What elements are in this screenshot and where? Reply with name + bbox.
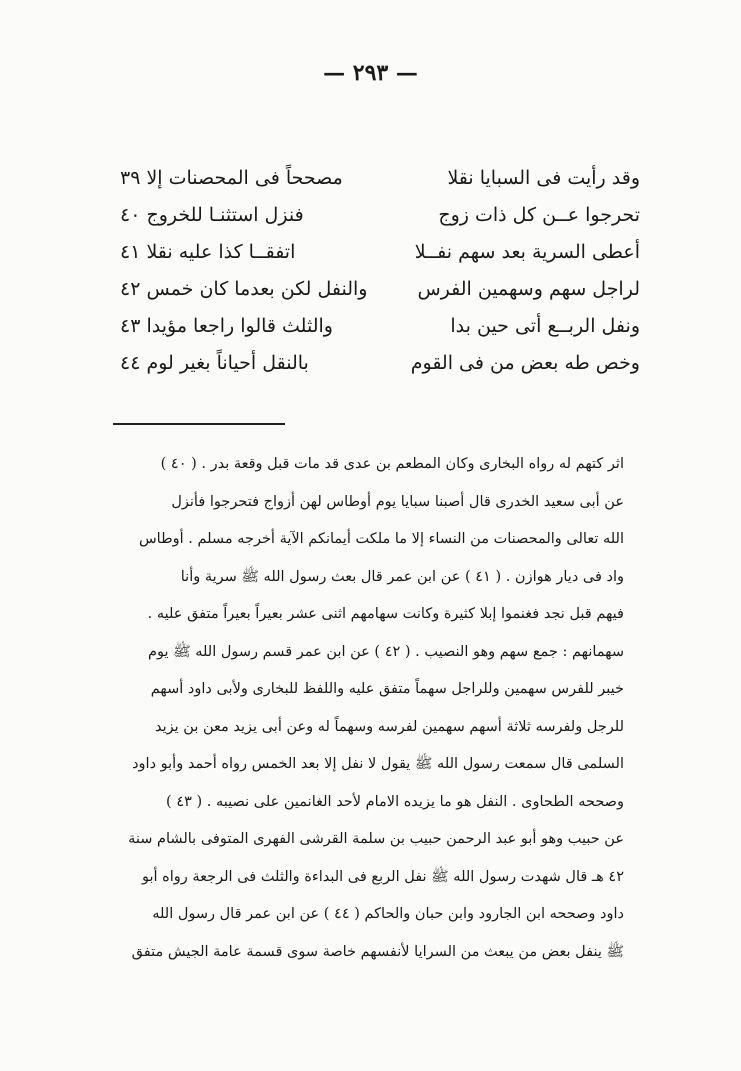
footnote-line: واد فى ديار هوازن . ( ٤١ ) عن ابن عمر قال بعث رسول الله ﷺ سرية وأنا [180,568,624,585]
verse-second-hemistich: اتفقــا كذا عليه نقلا ٤١ [120,241,296,263]
footnote-line: خيبر للفرس سهمين وللراجل سهماً متفق عليه واللفظ للبخارى ولأبى داود أسهم [150,681,624,697]
footnotes [104,446,624,971]
verse-44 [120,345,640,382]
footnote-line: عن أبى سعيد الخدرى قال أصبنا سبايا يوم أوطاس لهن أزواج فتحرجوا فأنزل [171,493,624,510]
footnote-line: داود وصححه ابن الجارود وابن حبان والحاكم ( ٤٤ ) عن ابن عمر قال رسول الله [152,906,624,922]
verse-first-hemistich: وقد رأيت فى السبايا نقلا [447,167,640,189]
verse-first-hemistich: لراجل سهم وسهمين الفرس [417,278,640,300]
verse-40 [120,197,640,234]
verse-39 [120,160,640,197]
footnote-line: السلمى قال سمعت رسول الله ﷺ يقول لا نفل إلا بعد الخمس رواه أحمد وأبو داود [132,756,624,772]
verse-43 [120,308,640,345]
footnote-divider [113,423,285,425]
verse-first-hemistich: وخص طه بعض من فى القوم [410,352,640,374]
footnote-line: عن حبيب وهو أبو عبد الرحمن حبيب بن سلمة القرشى الفهرى المتوفى بالشام سنة [128,831,624,847]
page-number: — ٢٩٣ — [323,60,418,86]
verse-second-hemistich: والثلث قالوا راجعا مؤيدا ٤٣ [120,315,333,337]
footnote-line: ٤٢ هـ قال شهدت رسول الله ﷺ نفل الربع فى البداءة والثلث فى الرجعة رواه أبو [142,868,624,885]
footnote-line: اثر كتهم له رواه البخارى وكان المطعم بن عدى قد مات قبل وقعة بدر . ( ٤٠ ) [160,456,624,472]
footnote-line: وصححه الطحاوى . النفل هو ما يزيده الامام لأحد الغانمين على نصيبه . ( ٤٣ ) [166,793,624,810]
poem [120,160,640,382]
footnote-line: سهمانهم : جمع سهم وهو النصيب . ( ٤٢ ) عن ابن عمر قسم رسول الله ﷺ يوم [147,643,624,660]
verse-first-hemistich: أعطى السرية بعد سهم نفــلا [414,241,640,263]
verse-second-hemistich: والنفل لكن بعدما كان خمس ٤٢ [120,278,368,300]
footnote-line: فيهم قبل نجد فغنموا إبلا كثيرة وكانت سهامهم اثنى عشر بعيراً بعيراً متفق عليه . [147,606,624,622]
verse-second-hemistich: فنزل استثنـا للخروج ٤٠ [120,204,304,226]
footnote-line: الله تعالى والمحصنات من النساء إلا ما ملكت أيمانكم الآية أخرجه مسلم . أوطاس [138,531,624,547]
verse-first-hemistich: تحرجوا عــن كل ذات زوج [438,204,640,226]
footnote-line: للرجل ولفرسه ثلاثة أسهم سهمين لفرسه وسهماً له وعن أبى يزيد معن بن يزيد [155,718,624,735]
verse-42 [120,271,640,308]
verse-41 [120,234,640,271]
verse-second-hemistich: مصححاً فى المحصنات إلا ٣٩ [120,167,343,189]
verse-second-hemistich: بالنقل أحياناً بغير لوم ٤٤ [120,352,309,374]
footnote-line: ﷺ ينفل بعض من يبعث من السرايا لأنفسهم خاصة سوى قسمة عامة الجيش متفق [131,943,624,960]
verse-first-hemistich: ونفل الربــع أتى حين بدا [450,315,640,337]
